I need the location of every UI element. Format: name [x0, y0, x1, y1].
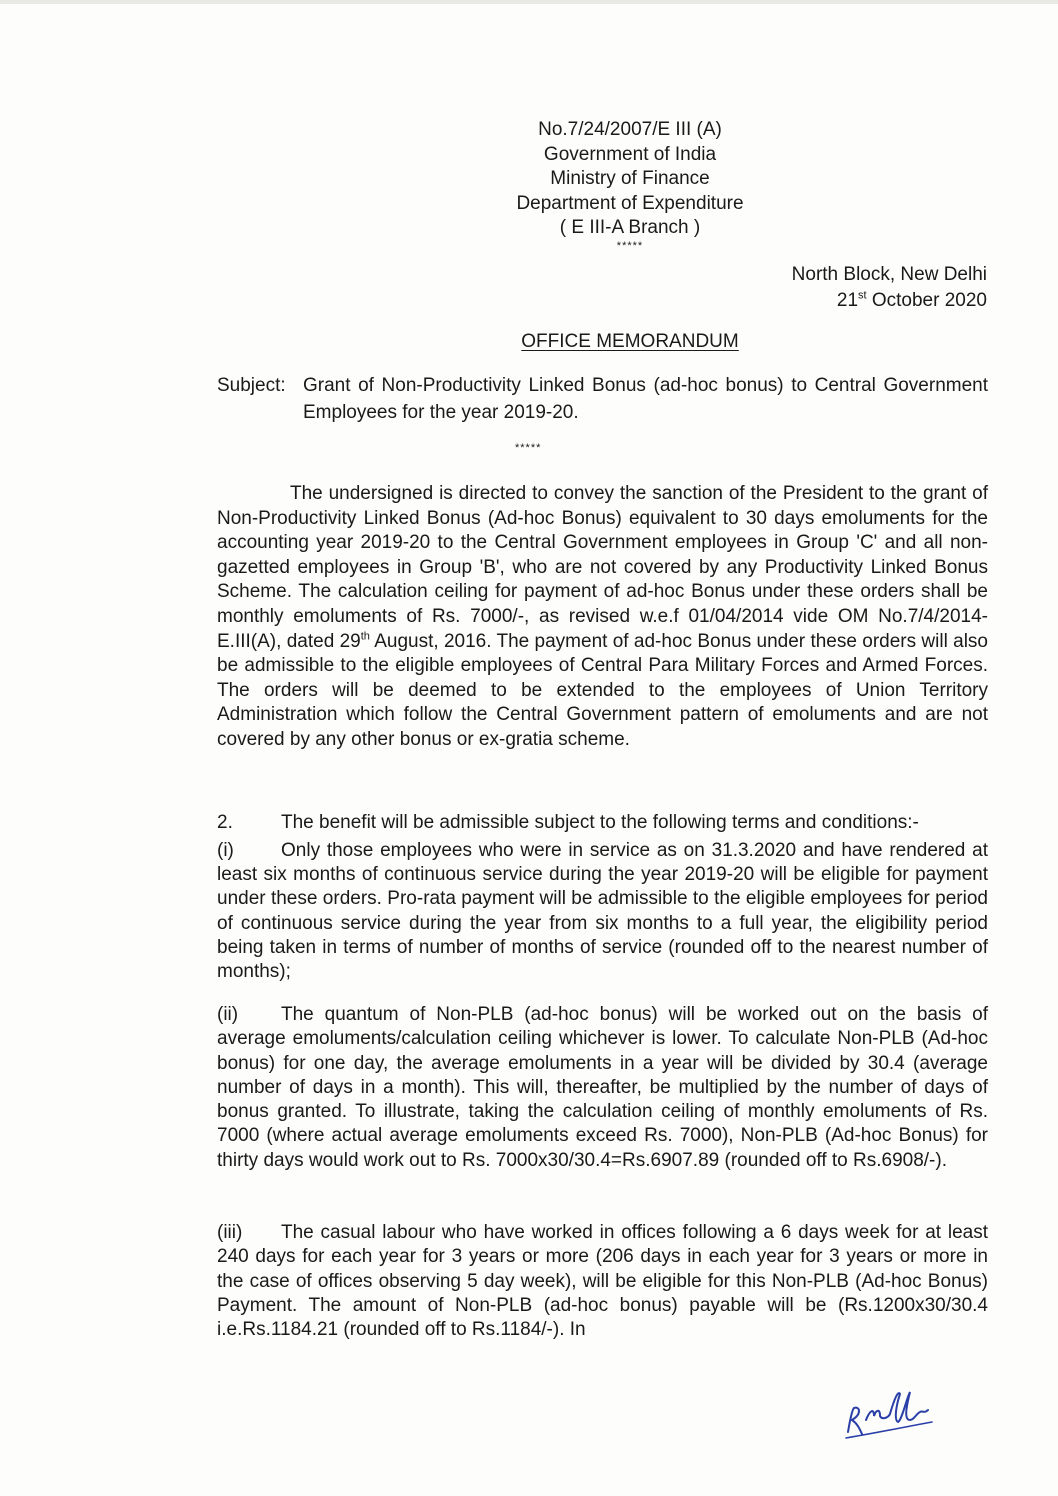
condition-i	[217, 839, 988, 984]
branch-name: ( E III-A Branch )	[559, 217, 701, 238]
paragraph-1-text: The undersigned is directed to convey the sanction of the President to the grant of Non-Productivity Linked Bonus (Ad-hoc Bonus) equivalent to 30 days emoluments for the accounting year 2019-20 to the Central Government employees in Group 'C' and all non-gazetted employees in Group 'B', who are not covered by any Productivity Linked Bonus Scheme. The calculation ceiling for payment of ad-hoc Bonus under these orders shall be monthly emoluments of Rs. 7000/-, as revised w.e.f 01/04/2014 vide OM No.7/4/2014-E.III(A), dated 29	[217, 483, 988, 652]
condition-text: The quantum of Non-PLB (ad-hoc bonus) will be worked out on the basis of average emoluments/calculation ceiling whichever is lower. To calculate Non-PLB (Ad-hoc bonus) for one day, the average emoluments in a year will be divided by 30.4 (average number of days in a month). This will, thereafter, be multiplied by the number of days of bonus granted. To illustrate, taking the calculation ceiling of monthly emoluments of Rs. 7000 (where actual average emoluments exceed Rs. 7000), Non-PLB (Ad-hoc Bonus) for thirty days would work out to Rs. 7000x30/30.4=Rs.6907.89 (rounded off to Rs.6908/-).	[217, 1004, 988, 1171]
paragraph-number: 2.	[217, 812, 233, 833]
condition-number: (ii)	[217, 1004, 239, 1025]
government-name: Government of India	[543, 143, 717, 165]
subject	[217, 372, 988, 426]
place-date	[792, 262, 987, 314]
separator-2: *****	[515, 442, 542, 454]
document-title: OFFICE MEMORANDUM	[521, 331, 739, 352]
condition-iii	[217, 1221, 988, 1342]
subject-text: Grant of Non-Productivity Linked Bonus (ad-hoc bonus) to Central Government Employees for the year 2019-20.	[303, 375, 988, 423]
ministry-name: Ministry of Finance	[550, 168, 710, 189]
condition-text: Only those employees who were in service as on 31.3.2020 and have rendered at least six months of continuous service during the year 2019-20 will be eligible for payment under these orders. Pro-rata payment will be admissible to the eligible employees for period of continuous service during the year from six months to a full year, the eligibility period being taken in terms of number of months of service (rounded off to the nearest number of months);	[217, 840, 988, 983]
reference-number: No.7/24/2007/E III (A)	[538, 119, 722, 140]
department-name: Department of Expenditure	[516, 192, 744, 214]
superscript: th	[360, 630, 370, 643]
paragraph-2	[217, 811, 988, 836]
date-day: 21	[836, 290, 859, 311]
condition-ii	[217, 1003, 988, 1173]
date	[792, 288, 987, 314]
place: North Block, New Delhi	[791, 264, 987, 285]
condition-number: (i)	[217, 840, 234, 861]
paragraph-1-text-cont: August, 2016. The payment of ad-hoc Bonus under these orders will also be admissible to the eligible employees of Central Para Military Forces and Armed Forces. The orders will be deemed to be extended to the employees of Union Territory Administration which follow the Central Government pattern of emoluments and are not covered by any other bonus or ex-gratia scheme.	[217, 630, 988, 750]
letterhead	[430, 118, 830, 251]
paragraph-1	[217, 482, 988, 753]
condition-text: The casual labour who have worked in offices following a 6 days week for at least 240 days for each year for 3 years or more (206 days in each year for 3 years or more in the case of offices observing 5 day week), will be eligible for this Non-PLB (Ad-hoc Bonus) Payment. The amount of Non-PLB (ad-hoc bonus) payable will be (Rs.1200x30/30.4 i.e.Rs.1184.21 (rounded off to Rs.1184/-). In	[217, 1222, 988, 1341]
signature	[840, 1380, 950, 1445]
paragraph-2-text: The benefit will be admissible subject to the following terms and conditions:-	[281, 812, 919, 833]
scan-edge	[0, 0, 1058, 4]
condition-number: (iii)	[217, 1222, 243, 1243]
separator: *****	[616, 239, 644, 252]
date-rest: October 2020	[866, 290, 987, 311]
date-suffix: st	[858, 289, 867, 302]
subject-label: Subject:	[217, 375, 286, 396]
